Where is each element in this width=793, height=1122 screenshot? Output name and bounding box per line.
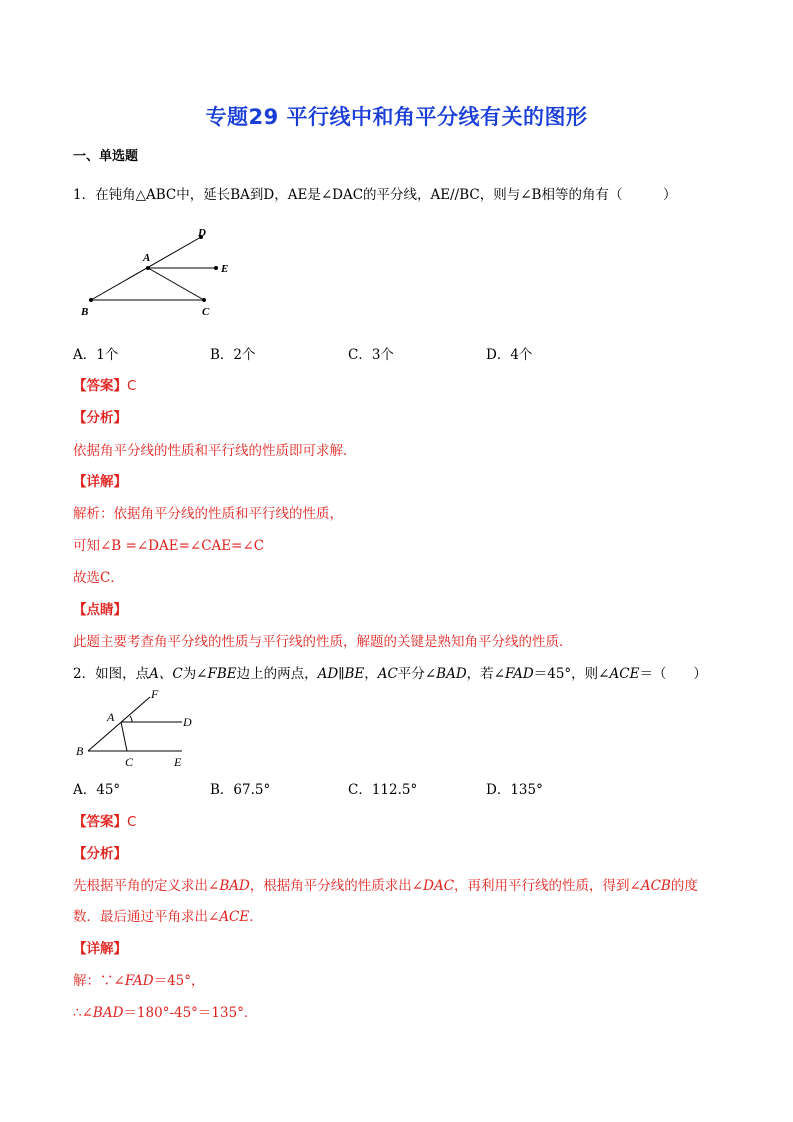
section-heading: 一、单选题 <box>73 149 139 164</box>
q1-detail-line-3: 故选C． <box>73 570 124 586</box>
q2-option-a: A．45° <box>73 782 121 798</box>
q2-option-b: B．67.5° <box>210 782 271 798</box>
q1-answer-value: C <box>127 378 137 394</box>
q1-option-b: B．2个 <box>210 347 256 363</box>
q2-detail-tag: 【详解】 <box>73 941 127 957</box>
page-title: 专题29 平行线中和角平分线有关的图形 <box>205 105 588 129</box>
figure2-label-b: B <box>76 744 84 758</box>
q1-option-c: C．3个 <box>348 347 394 363</box>
q2-detail-line-1: 解：∵∠FAD＝45°， <box>73 973 205 989</box>
question-1-stem: 1．在钝角△ABC中，延长BA到D，AE是∠DAC的平分线，AE//BC，则与∠B相等的角有（ ） <box>73 187 677 203</box>
q1-answer <box>73 374 136 394</box>
figure1-label-a: A <box>143 252 151 264</box>
figure2-label-d: D <box>183 715 192 729</box>
q2-analysis-tag: 【分析】 <box>73 846 127 862</box>
q2-answer-value: C <box>127 814 137 830</box>
q1-comment-tag: 【点睛】 <box>73 602 127 618</box>
q1-detail-tag: 【详解】 <box>73 474 127 490</box>
q2-option-c: C．112.5° <box>348 782 418 798</box>
q2-analysis-line-1: 先根据平角的定义求出∠BAD，根据角平分线的性质求出∠DAC，再利用平行线的性质，得到∠ACB的度 <box>73 878 698 894</box>
q1-option-a: A．1个 <box>73 347 119 363</box>
figure2-label-a: A <box>107 710 115 724</box>
q2-analysis-line-2: 数．最后通过平角求出∠ACE． <box>73 909 263 925</box>
q1-answer-tag: 【答案】 <box>73 378 127 394</box>
q1-detail-line-2: 可知∠B =∠DAE=∠CAE=∠C <box>73 538 265 554</box>
figure1-label-e: E <box>221 263 229 275</box>
q2-detail-line-2: ∴∠BAD＝180°-45°＝135°． <box>73 1005 258 1021</box>
question-1-figure <box>70 220 240 320</box>
q2-answer <box>73 810 136 830</box>
figure1-label-d: D <box>198 227 206 239</box>
figure1-label-b: B <box>81 306 89 318</box>
figure2-label-f: F <box>151 687 159 701</box>
q2-answer-tag: 【答案】 <box>73 814 127 830</box>
q1-option-d: D．4个 <box>486 347 533 363</box>
figure1-label-c: C <box>202 306 210 318</box>
question-2-stem: 2．如图，点A、C为∠FBE边上的两点，AD∥BE，AC平分∠BAD，若∠FAD＝45°，则∠ACE＝（ ） <box>73 666 707 682</box>
figure2-label-e: E <box>174 755 182 769</box>
question-2-figure <box>70 685 200 770</box>
q1-analysis-text: 依据角平分线的性质和平行线的性质即可求解． <box>73 443 357 459</box>
q2-option-d: D．135° <box>486 782 543 798</box>
figure2-label-c: C <box>125 755 134 769</box>
q1-detail-line-1: 解析：依据角平分线的性质和平行线的性质， <box>73 506 343 522</box>
q1-analysis-tag: 【分析】 <box>73 410 127 426</box>
q1-comment-text: 此题主要考查角平分线的性质与平行线的性质，解题的关键是熟知角平分线的性质． <box>73 634 573 650</box>
